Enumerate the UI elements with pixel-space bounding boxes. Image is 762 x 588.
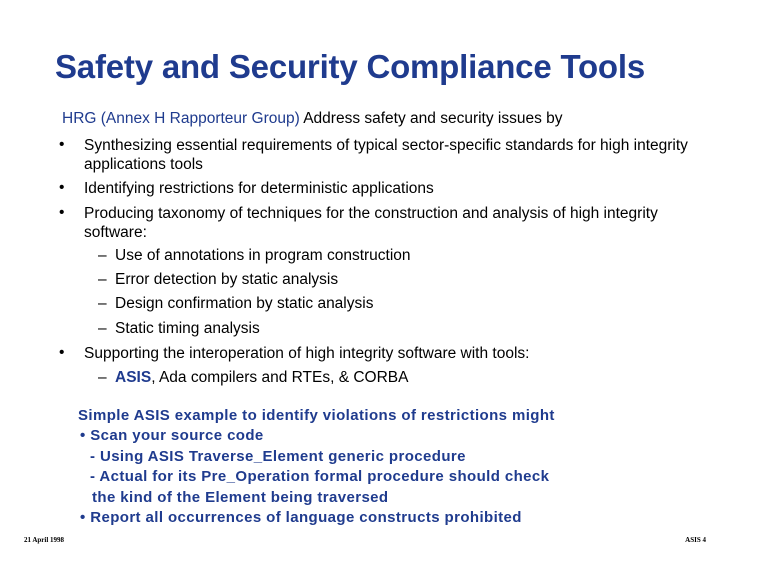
asis-highlight: ASIS bbox=[115, 369, 152, 386]
sub-text: Use of annotations in program construction bbox=[115, 247, 411, 264]
sub-dash: – bbox=[98, 320, 107, 337]
footer-date: 21 April 1998 bbox=[24, 536, 65, 544]
asis-example-box bbox=[78, 406, 638, 528]
intro-line bbox=[62, 110, 563, 128]
bullet-text: Synthesizing essential requirements of typical sector-specific standards for high integrity applications tools bbox=[84, 137, 688, 173]
footer-page: ASIS 4 bbox=[685, 536, 706, 544]
sub-dash: – bbox=[98, 369, 107, 386]
sub-dash: – bbox=[98, 247, 107, 264]
sub-text bbox=[115, 369, 408, 387]
intro-prefix: HRG (Annex H Rapporteur Group) bbox=[62, 110, 300, 127]
box-line: Simple ASIS example to identify violations of restrictions might bbox=[78, 407, 555, 424]
bullet-symbol: • bbox=[59, 344, 65, 361]
sub-text: Design confirmation by static analysis bbox=[115, 295, 374, 312]
bullet-text: Producing taxonomy of techniques for the construction and analysis of high integrity software: bbox=[84, 205, 658, 241]
bullet-symbol: • bbox=[59, 204, 65, 221]
bullet-text: Identifying restrictions for deterministic applications bbox=[84, 180, 434, 197]
bullet-text: Supporting the interoperation of high integrity software with tools: bbox=[84, 345, 530, 362]
sub-text: Static timing analysis bbox=[115, 320, 260, 337]
box-line: the kind of the Element being traversed bbox=[92, 488, 389, 506]
sub-text-rest: , Ada compilers and RTEs, & CORBA bbox=[151, 369, 409, 386]
box-line: - Using ASIS Traverse_Element generic procedure bbox=[90, 447, 466, 465]
box-line: - Actual for its Pre_Operation formal procedure should check bbox=[90, 468, 550, 486]
sub-dash: – bbox=[98, 271, 107, 288]
sub-dash: – bbox=[98, 295, 107, 312]
intro-rest: Address safety and security issues by bbox=[299, 110, 563, 127]
sub-text: Error detection by static analysis bbox=[115, 271, 339, 288]
bullet-symbol: • bbox=[59, 179, 65, 196]
slide-title: Safety and Security Compliance Tools bbox=[55, 48, 646, 85]
box-line: • Scan your source code bbox=[80, 427, 264, 445]
bullet-symbol: • bbox=[59, 136, 65, 153]
box-line: • Report all occurrences of language constructs prohibited bbox=[80, 509, 522, 527]
